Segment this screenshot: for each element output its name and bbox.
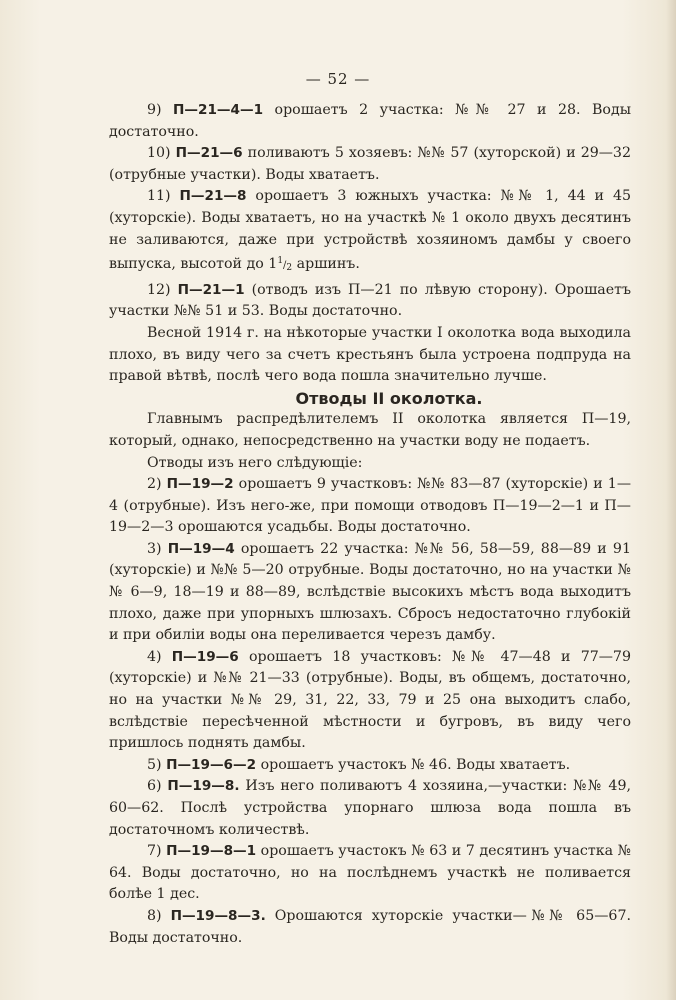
item-number: 10) — [147, 145, 176, 162]
item-number: 2) — [147, 476, 167, 493]
page-number: — 52 — — [305, 70, 371, 88]
paragraph-branches-intro: Отводы изъ него слѣдующіе: — [147, 454, 363, 471]
paragraph-9 — [109, 100, 631, 143]
item-number: 9) — [147, 102, 174, 118]
paragraph-text-end: аршинъ. — [292, 256, 360, 273]
canal-code: П—21—6 — [175, 145, 243, 162]
canal-code: П—21—4—1 — [173, 102, 264, 118]
item-number: 12) — [147, 281, 178, 298]
item-number: 6) — [147, 778, 168, 795]
item-number: 8) — [147, 907, 171, 924]
paragraph-10 — [109, 143, 631, 186]
section-heading: Отводы II околотка. — [295, 388, 483, 408]
paragraph-text: Орошаются хуторскіе участки—№№ 65—67. Воды достаточно. — [109, 907, 631, 946]
paragraph-2 — [109, 474, 631, 539]
paragraph-8 — [109, 906, 631, 949]
canal-code: П—19—8—3. — [170, 907, 266, 924]
paragraph-text: поливаютъ 5 хозяевъ: №№ 57 (хуторской) и 29—32 (отрубные участки). Воды хватаетъ. — [109, 145, 631, 183]
canal-code: П—19—2 — [166, 476, 234, 493]
paragraph-4 — [109, 647, 631, 755]
paragraph-text: орошаетъ участокъ № 46. Воды хватаетъ. — [256, 756, 571, 773]
paragraph-spring-1914: Весной 1914 г. на нѣкоторые участки I околотка вода выходила плохо, въ виду чего за счетъ крестьянъ была устроена подпруда на правой вѣтвѣ, послѣ чего вода пошла значительно лучше. — [109, 324, 631, 385]
paragraph-6 — [109, 776, 631, 841]
fraction-denominator: 2 — [286, 263, 293, 274]
paragraph-text: орошаетъ 9 участковъ: №№ 83—87 (хуторскіе) и 1—4 (отрубные). Изъ него-же, при помощи отводовъ П—19—2—1 и П—19—2—3 орошаются усадьбы. Воды достаточно. — [109, 476, 632, 536]
item-number: 5) — [147, 756, 167, 773]
item-number: 4) — [147, 648, 172, 665]
item-number: 7) — [147, 843, 167, 860]
paragraph-7 — [109, 841, 631, 906]
item-number: 3) — [147, 540, 168, 557]
canal-code: П—21—1 — [177, 281, 245, 298]
canal-code: П—19—6—2 — [166, 756, 257, 773]
paragraph-text: орошаетъ 22 участка: №№ 56, 58—59, 88—89 и 91 (хуторскіе) и №№ 5—20 отрубные. Воды достаточно, но на участки №№ 6—9, 18—19 и 88—89, вслѣдствіе высокихъ мѣстъ вода выходитъ плохо, даже при упорныхъ шлюзахъ. Сбросъ недостаточно глубокій и при обиліи воды она переливается черезъ дамбу. — [109, 540, 631, 644]
paragraph-11 — [109, 186, 631, 279]
paragraph-12 — [109, 280, 631, 323]
paragraph-3 — [109, 539, 631, 647]
paragraph-5 — [109, 755, 631, 777]
item-number: 11) — [147, 188, 180, 205]
fraction: $^1/_2$ — [277, 256, 293, 274]
canal-code: П—19—8. — [167, 778, 240, 795]
canal-code: П—19—4 — [167, 540, 235, 557]
paragraph-text: Изъ него поливаютъ 4 хозяина,—участки: №№ 49, 60—62. Послѣ устройства упорнаго шлюза вода пошла въ достаточномъ количествѣ. — [109, 778, 631, 838]
canal-code: П—19—6 — [171, 648, 239, 665]
paragraph-text: орошаетъ 18 участковъ: №№ 47—48 и 77—79 (хуторскіе) и №№ 21—33 (отрубные). Воды, въ общемъ, достаточно, но на участки №№ 29, 31, 22, 33, 79 и 25 она выходитъ слабо, вслѣдствіе пересѣченной мѣстности и бугровъ, въ виду чего пришлось поднять дамбы. — [109, 648, 631, 752]
paragraph-text: орошаетъ участокъ № 63 и 7 десятинъ участка № 64. Воды достаточно, но на послѣднемъ участкѣ не поливается болѣе 1 дес. — [109, 843, 631, 903]
page-edge-shadow — [666, 0, 676, 1000]
paragraph-text: орошаетъ 2 участка: №№ 27 и 28. Воды достаточно. — [109, 102, 631, 140]
paragraph-main-distributor: Главнымъ распредѣлителемъ II околотка является П—19, который, однако, непосредственно на участки воду не подаетъ. — [109, 411, 631, 449]
page-body — [109, 100, 631, 949]
fraction-numerator: 1 — [277, 256, 284, 267]
canal-code: П—19—8—1 — [166, 843, 257, 860]
canal-code: П—21—8 — [179, 188, 247, 205]
paragraph-text: (отводъ изъ П—21 по лѣвую сторону). Орошаетъ участки №№ 51 и 53. Воды достаточно. — [109, 281, 631, 320]
paragraph-text: орошаетъ 3 южныхъ участка: №№ 1, 44 и 45 (хуторскіе). Воды хватаетъ, но на участкѣ № 1 около двухъ десятинъ не заливаются, даже при устройствѣ хозяиномъ дамбы у своего выпуска, высотой до 1 — [109, 188, 631, 273]
